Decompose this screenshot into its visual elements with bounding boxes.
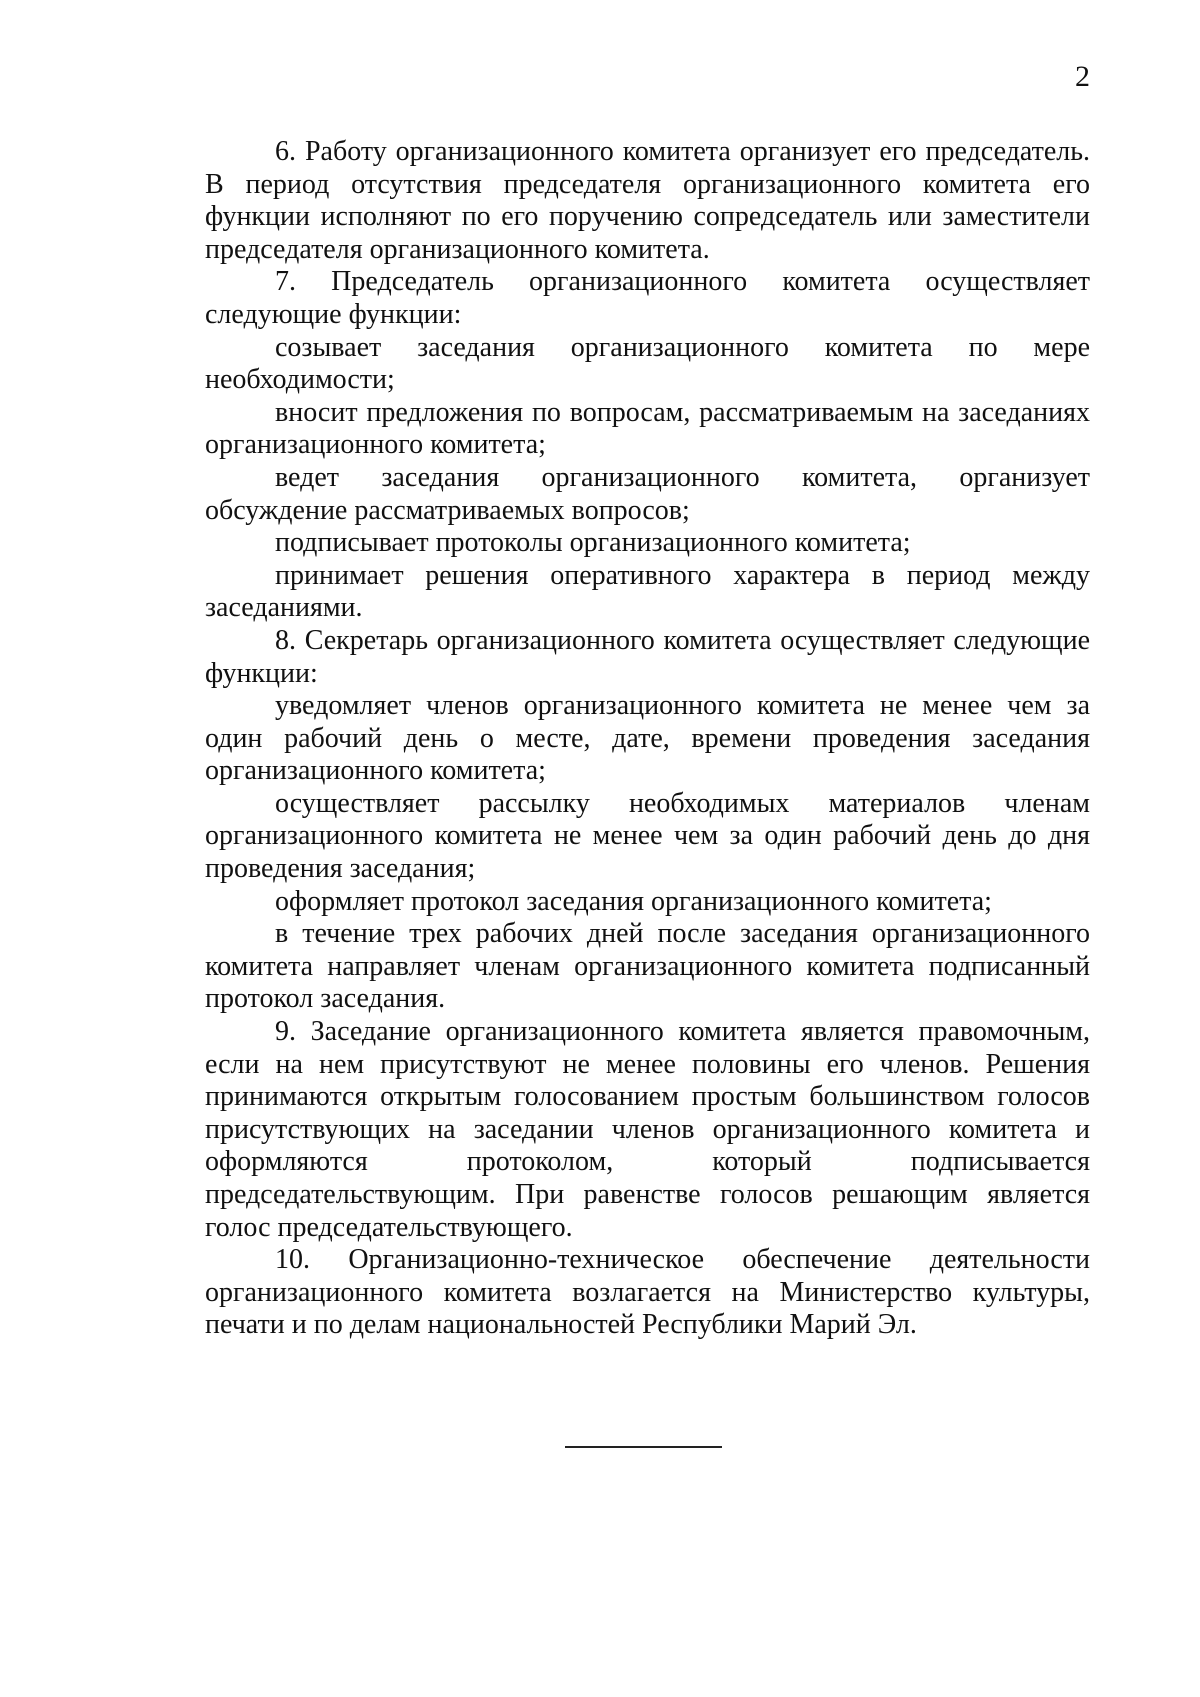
paragraph-10: 10. Организационно-техническое обеспечение деятельности организационного комитета возлагается на Министерство культуры, печати и по делам национальностей Республики Марий Эл. (205, 1244, 1090, 1341)
paragraph-6: 6. Работу организационного комитета организует его председатель. В период отсутствия председателя организационного комитета его функции исполняют по его поручению сопредседатель или заместители председателя организационного комитета. (205, 136, 1090, 265)
chair-function-conduct: ведет заседания организационного комитета, организует обсуждение рассматриваемых вопросов; (205, 461, 1090, 526)
chair-function-sign: подписывает протоколы организационного комитета; (275, 527, 911, 559)
paragraph-9: 9. Заседание организационного комитета является правомочным, если на нем присутствуют не менее половины его членов. Решения принимаются открытым голосованием простым большинством голосов присутствующих на заседании членов организационного комитета и оформляются протоколом, который подписывается председательствующим. При равенстве голосов решающим является голос председательствующего. (205, 1016, 1090, 1243)
paragraph-8: 8. Секретарь организационного комитета осуществляет следующие функции: (205, 624, 1090, 689)
chair-function-proposals: вносит предложения по вопросам, рассматриваемым на заседаниях организационного комитета; (205, 396, 1090, 461)
secretary-function-distribute: осуществляет рассылку необходимых материалов членам организационного комитета не менее чем за один рабочий день до дня проведения заседания; (205, 787, 1090, 885)
chair-function-convene: созывает заседания организационного комитета по мере необходимости; (205, 331, 1090, 396)
secretary-function-notify: уведомляет членов организационного комитета не менее чем за один рабочий день о месте, дате, времени проведения заседания организационного комитета; (205, 690, 1090, 787)
end-separator-line (565, 1446, 722, 1448)
page-number: 2 (1075, 60, 1090, 93)
secretary-function-minutes: оформляет протокол заседания организационного комитета; (275, 885, 992, 917)
secretary-function-send: в течение трех рабочих дней после заседания организационного комитета направляет членам организационного комитета подписанный протокол заседания. (205, 918, 1090, 1015)
chair-function-decisions: принимает решения оперативного характера в период между заседаниями. (205, 559, 1090, 624)
document-body (205, 136, 1090, 1342)
paragraph-7: 7. Председатель организационного комитета осуществляет следующие функции: (205, 266, 1090, 330)
